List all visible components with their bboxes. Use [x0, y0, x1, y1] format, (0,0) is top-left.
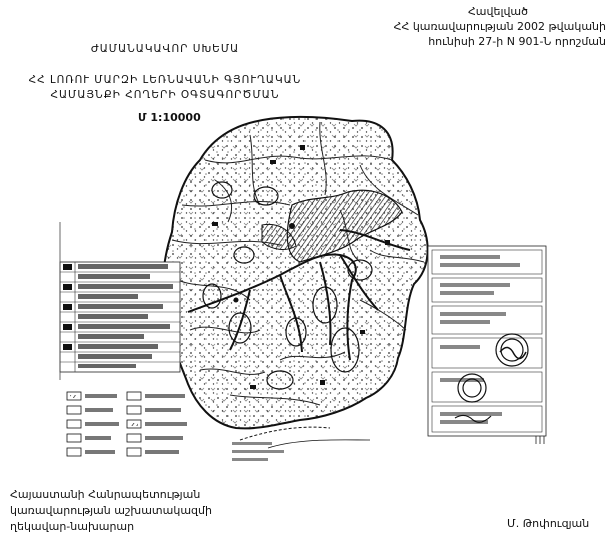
signatory-name: Մ. Թոփուզյան	[507, 517, 590, 530]
approval-stamps-sheet	[428, 246, 546, 444]
schema-title: ԺԱՄԱՆԱԿԱՎՈՐ ՍԽԵՄԱ	[90, 43, 240, 55]
approval-line-3: հունիսի 27-ի N 901-Ն որոշման	[428, 35, 606, 48]
map-scale: Մ 1:10000	[138, 111, 201, 124]
subtitle-line-2: ՀԱՄԱՅՆՔԻ ՀՈՂԵՐԻ ՕԳՏԱԳՈՐԾՄԱՆ	[50, 89, 280, 101]
footer-line-3: ղեկավար-նախարար	[10, 520, 135, 533]
subtitle-line-1: ՀՀ ԼՈՌՈՒ ՄԱՐԶԻ ԼԵՌՆԱՎԱՆԻ ԳՅՈՒՂԱԿԱՆ	[28, 74, 302, 86]
legend-bottom	[67, 392, 187, 456]
map-footnote	[232, 442, 284, 461]
footer-line-1: Հայաստանի Հանրապետության	[10, 488, 201, 501]
footer-line-2: կառավարության աշխատակազմի	[10, 504, 212, 517]
legend-left	[60, 222, 180, 380]
footer-position	[10, 487, 212, 535]
approval-line-2: ՀՀ կառավարության 2002 թվականի	[393, 20, 606, 33]
territory-boundary	[163, 117, 428, 428]
approval-line-1: Հավելված	[467, 5, 528, 18]
